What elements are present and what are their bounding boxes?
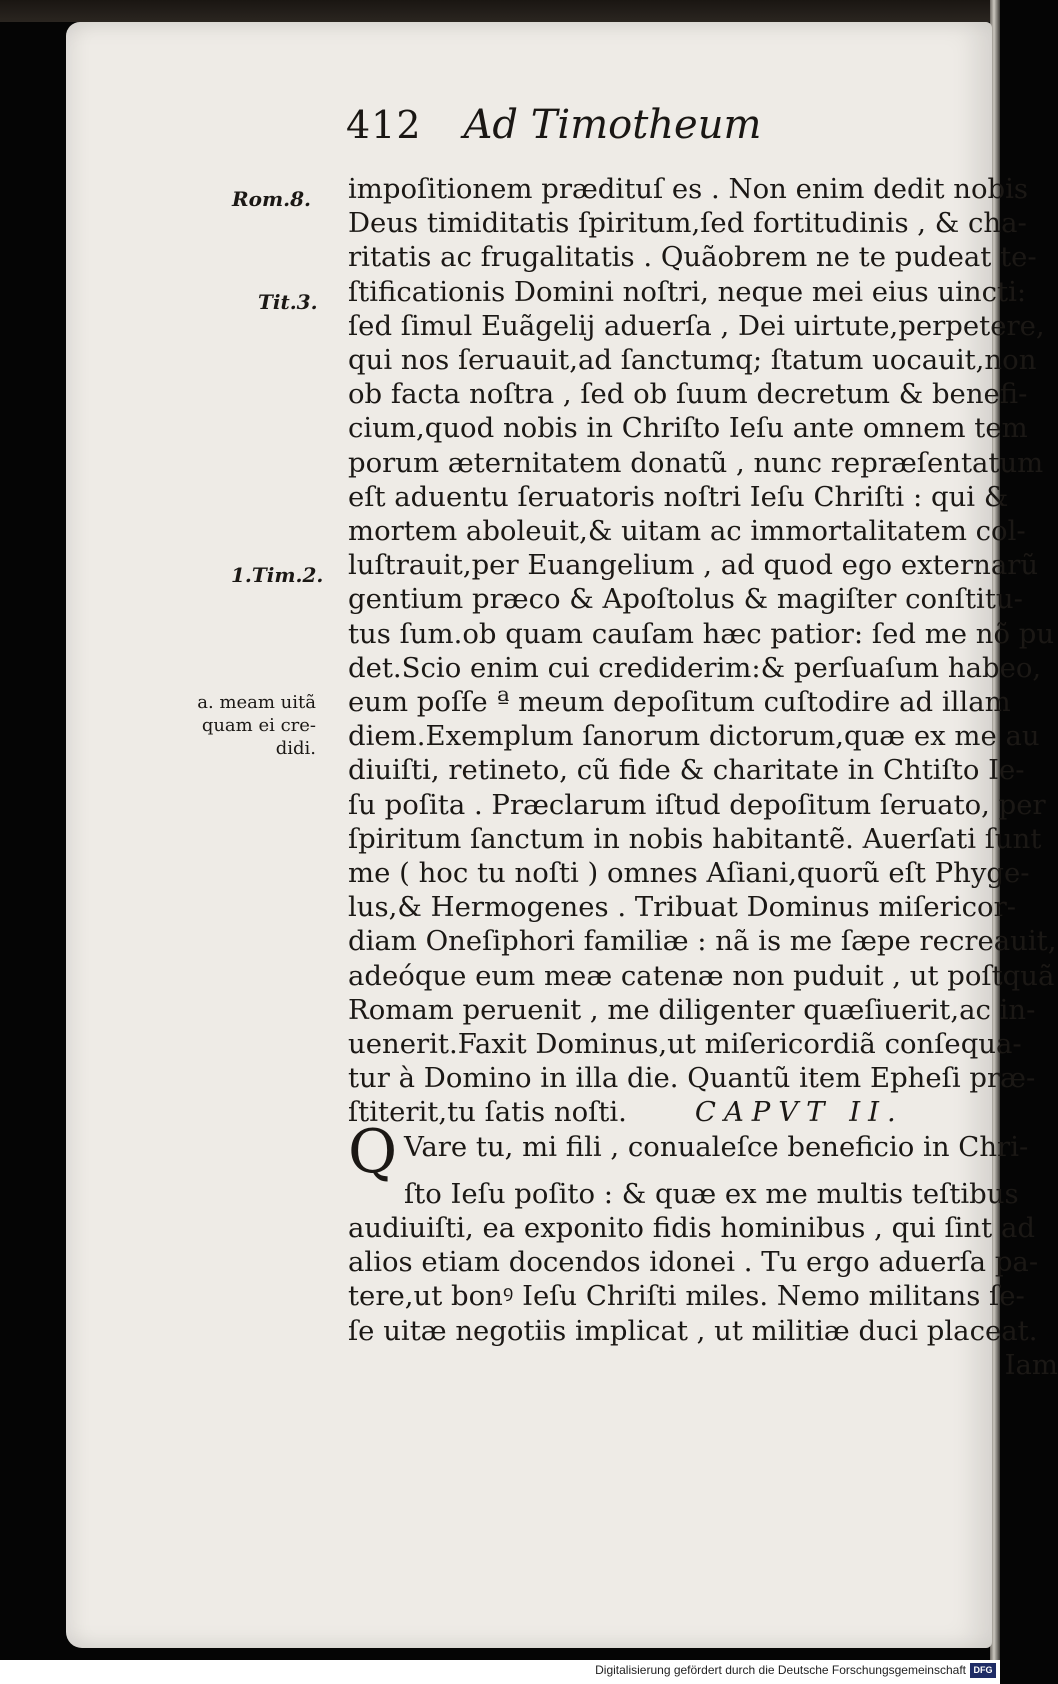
gloss-line: didi. xyxy=(275,738,316,759)
running-head xyxy=(346,102,761,148)
text-line: ſto Ieſu poſito : & quæ ex me multis teſtibus xyxy=(404,1177,1019,1210)
book-top-edge xyxy=(0,0,1000,22)
text-line: luſtrauit,per Euangelium , ad quod ego externarũ xyxy=(348,549,1039,582)
text-line: qui nos ſeruauit,ad ſanctumq; ſtatum uocauit,non xyxy=(348,344,1037,377)
text-line: tur à Domino in illa die. Quantũ item Epheſi præ- xyxy=(348,1062,1036,1095)
funding-credit: Digitalisierung gefördert durch die Deutsche Forschungsgemeinschaft xyxy=(595,1663,966,1677)
text-line: diem.Exemplum ſanorum dictorum,quæ ex me au xyxy=(348,720,1040,753)
text-line: audiuiſti, ea exponito fidis hominibus , qui ſint ad xyxy=(348,1211,1035,1244)
text-line: ſu poſita . Præclarum iſtud depoſitum ſeruato, per xyxy=(348,788,1046,821)
text-line: impoſitionem prædituſ es . Non enim dedit nobis xyxy=(348,173,1029,205)
chapter-heading: CAPVT II. xyxy=(694,1096,904,1129)
margin-ref-romans: Rom.8. xyxy=(232,187,311,211)
book-page xyxy=(66,22,1058,1648)
dropcap-line xyxy=(348,1116,1058,1187)
text-line: ſed ſimul Euãgelij aduerſa , Dei uirtute,perpetere, xyxy=(348,309,1045,342)
text-line: tere,ut bonꝰ Ieſu Chriſti miles. Nemo militans ſe- xyxy=(348,1280,1025,1313)
gloss-line: quam ei cre- xyxy=(201,715,316,736)
text-line: det.Scio enim cui crediderim:& perſuaſum habeo, xyxy=(348,651,1042,684)
text-line: ſtificationis Domini noſtri, neque mei eius uincti: xyxy=(348,275,1027,308)
text-line: me ( hoc tu noſti ) omnes Aſiani,quorũ eſt Phyge- xyxy=(348,857,1030,890)
text-line: diuiſti, retineto, cũ fide & charitate in Chtiſto Ie- xyxy=(348,754,1025,787)
dropcap-letter: Q xyxy=(348,1116,398,1187)
page-number: 412 xyxy=(346,103,422,147)
text-line: Romam peruenit , me diligenter quæſiuerit,ac in- xyxy=(348,993,1036,1026)
margin-ref-timothy: 1.Tim.2. xyxy=(231,563,324,587)
text-line: adeóque eum meæ catenæ non puduit , ut poſtquã xyxy=(348,959,1055,992)
text-line: alios etiam docendos idonei . Tu ergo aduerſa pa- xyxy=(348,1246,1039,1279)
dfg-logo: DFG xyxy=(970,1663,996,1678)
text-line: eſt aduentu ſeruatoris noſtri Ieſu Chriſti : qui & xyxy=(348,480,1009,513)
margin-gloss xyxy=(196,691,316,760)
text-line: ſpiritum ſanctum in nobis habitantẽ. Auerſati ſunt xyxy=(348,822,1042,855)
text-line: porum æternitatem donatũ , nunc repræſentatum xyxy=(348,446,1044,479)
text-line: Deus timiditatis ſpiritum,ſed fortitudinis , & cha- xyxy=(348,207,1027,240)
text-line: eum poſſe ª meum depoſitum cuſtodire ad illam xyxy=(348,686,1011,719)
text-line-end: ſtiterit,tu ſatis noſti. xyxy=(348,1096,627,1129)
catchword: Iam xyxy=(1004,1348,1058,1381)
gloss-line: a. meam uitã xyxy=(197,692,316,713)
text-line: gentium præco & Apoſtolus & magiſter conſtitu- xyxy=(348,583,1023,616)
text-line: ob facta noſtra , ſed ob ſuum decretum & benefi- xyxy=(348,378,1028,411)
text-line: ritatis ac frugalitatis . Quãobrem ne te pudeat te- xyxy=(348,241,1037,274)
chapter-line xyxy=(348,1095,1058,1129)
text-line: mortem aboleuit,& uitam ac immortalitatem col- xyxy=(348,515,1026,548)
text-line: Vare tu, mi fili , conualeſce beneficio in Chri- xyxy=(404,1130,1029,1163)
running-title: Ad Timotheum xyxy=(463,102,762,148)
text-line: diam Oneſiphori familiæ : nã is me ſæpe recreauit, xyxy=(348,925,1057,958)
text-line: cium,quod nobis in Chriſto Ieſu ante omnem tem xyxy=(348,412,1028,445)
text-line: tus ſum.ob quam cauſam hæc patior: ſed me nõ pu xyxy=(348,617,1055,650)
body-text xyxy=(348,172,1058,1382)
text-line: ſe uitæ negotiis implicat , ut militiæ duci placeat. xyxy=(348,1314,1038,1347)
footer-bar xyxy=(0,1660,1000,1684)
text-line: lus,& Hermogenes . Tribuat Dominus miſericor- xyxy=(348,891,1017,924)
text-line: uenerit.Faxit Dominus,ut miſericordiã conſequa- xyxy=(348,1028,1022,1061)
margin-ref-titus: Tit.3. xyxy=(258,290,318,314)
